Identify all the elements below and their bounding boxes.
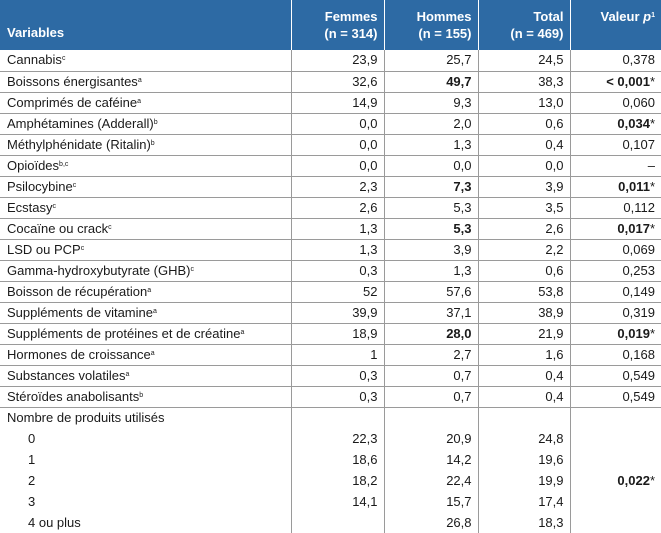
cell-pvalue: 0,017* bbox=[570, 218, 661, 239]
cell-total: 2,6 bbox=[478, 218, 570, 239]
table-row bbox=[0, 92, 661, 113]
cell-variable: Nombre de produits utilisés bbox=[7, 409, 165, 425]
cell-hommes: 15,7 bbox=[384, 491, 478, 512]
cell-hommes: 2,0 bbox=[384, 113, 478, 134]
cell-empty bbox=[478, 407, 570, 428]
cell-variable: 2 bbox=[28, 472, 36, 488]
cell-hommes: 37,1 bbox=[384, 302, 478, 323]
table-row bbox=[0, 50, 661, 71]
cell-variable: LSD ou PCP$^c$ bbox=[0, 239, 291, 260]
cell-pvalue: < 0,001* bbox=[570, 71, 661, 92]
table-row bbox=[0, 449, 661, 470]
cell-variable: Substances volatiles$^a$ bbox=[0, 365, 291, 386]
cell-total: 0,4 bbox=[478, 134, 570, 155]
cell-hommes: 28,0 bbox=[384, 323, 478, 344]
cell-femmes: 0,3 bbox=[291, 260, 384, 281]
cell-hommes: 5,3 bbox=[384, 218, 478, 239]
cell-variable: Comprimés de caféine$^a$ bbox=[0, 92, 291, 113]
cell-femmes: 1 bbox=[291, 344, 384, 365]
cell-empty bbox=[291, 407, 384, 428]
cell-femmes: 18,6 bbox=[291, 449, 384, 470]
cell-total: 13,0 bbox=[478, 92, 570, 113]
cell-femmes: 0,0 bbox=[291, 113, 384, 134]
cell-pvalue bbox=[570, 449, 661, 470]
cell-pvalue bbox=[570, 512, 661, 533]
cell-hommes: 0,7 bbox=[384, 365, 478, 386]
cell-total: 0,4 bbox=[478, 365, 570, 386]
cell-hommes: 0,7 bbox=[384, 386, 478, 407]
table-row bbox=[0, 239, 661, 260]
table-row bbox=[0, 512, 661, 533]
cell-total: 0,6 bbox=[478, 260, 570, 281]
table-row bbox=[0, 113, 661, 134]
header-femmes: Femmes (n = 314) bbox=[291, 0, 384, 50]
cell-variable: Ecstasy$^c$ bbox=[0, 197, 291, 218]
cell-femmes: 18,2 bbox=[291, 470, 384, 491]
table-row bbox=[0, 260, 661, 281]
cell-pvalue: 0,034* bbox=[570, 113, 661, 134]
table-row bbox=[0, 71, 661, 92]
cell-hommes: 7,3 bbox=[384, 176, 478, 197]
cell-variable: Cocaïne ou crack$^c$ bbox=[0, 218, 291, 239]
cell-hommes: 9,3 bbox=[384, 92, 478, 113]
cell-pvalue: 0,069 bbox=[570, 239, 661, 260]
cell-femmes: 1,3 bbox=[291, 239, 384, 260]
cell-hommes: 20,9 bbox=[384, 428, 478, 449]
header-pvalue: Valeur $p^1$ bbox=[570, 0, 661, 50]
cell-variable: Boisson de récupération$^a$ bbox=[0, 281, 291, 302]
cell-variable: Suppléments de vitamine$^a$ bbox=[0, 302, 291, 323]
table-row bbox=[0, 365, 661, 386]
cell-total: 17,4 bbox=[478, 491, 570, 512]
cell-total: 2,2 bbox=[478, 239, 570, 260]
cell-hommes: 25,7 bbox=[384, 50, 478, 71]
cell-hommes: 2,7 bbox=[384, 344, 478, 365]
cell-total: 19,6 bbox=[478, 449, 570, 470]
cell-variable: 3 bbox=[28, 493, 36, 509]
cell-pvalue: 0,022* bbox=[570, 470, 661, 491]
cell-pvalue bbox=[570, 428, 661, 449]
cell-pvalue bbox=[570, 491, 661, 512]
cell-femmes: 18,9 bbox=[291, 323, 384, 344]
cell-hommes: 1,3 bbox=[384, 134, 478, 155]
cell-femmes: 0,3 bbox=[291, 386, 384, 407]
cell-empty bbox=[570, 407, 661, 428]
table-row bbox=[0, 134, 661, 155]
cell-pvalue: 0,019* bbox=[570, 323, 661, 344]
cell-total: 24,8 bbox=[478, 428, 570, 449]
cell-pvalue: 0,112 bbox=[570, 197, 661, 218]
cell-total: 21,9 bbox=[478, 323, 570, 344]
cell-pvalue: 0,549 bbox=[570, 365, 661, 386]
cell-total: 0,4 bbox=[478, 386, 570, 407]
table-row bbox=[0, 176, 661, 197]
cell-femmes: 14,9 bbox=[291, 92, 384, 113]
cell-femmes: 2,3 bbox=[291, 176, 384, 197]
cell-femmes: 32,6 bbox=[291, 71, 384, 92]
table-row bbox=[0, 197, 661, 218]
cell-total: 1,6 bbox=[478, 344, 570, 365]
table-row bbox=[0, 323, 661, 344]
cell-hommes: 5,3 bbox=[384, 197, 478, 218]
cell-femmes: 22,3 bbox=[291, 428, 384, 449]
cell-variable: 1 bbox=[28, 451, 36, 467]
cell-variable: Stéroïdes anabolisants$^b$ bbox=[0, 386, 291, 407]
cell-pvalue: 0,149 bbox=[570, 281, 661, 302]
cell-pvalue: – bbox=[570, 155, 661, 176]
cell-variable: Amphétamines (Adderall)$^b$ bbox=[0, 113, 291, 134]
cell-pvalue: 0,549 bbox=[570, 386, 661, 407]
cell-variable: Boissons énergisantes$^a$ bbox=[0, 71, 291, 92]
table-header bbox=[0, 0, 661, 50]
table-row bbox=[0, 344, 661, 365]
group-header-row bbox=[0, 407, 661, 428]
cell-hommes: 0,0 bbox=[384, 155, 478, 176]
cell-femmes: 39,9 bbox=[291, 302, 384, 323]
cell-total: 18,3 bbox=[478, 512, 570, 533]
cell-variable: Psilocybine$^c$ bbox=[0, 176, 291, 197]
cell-hommes: 26,8 bbox=[384, 512, 478, 533]
table-body bbox=[0, 50, 661, 533]
cell-femmes: 2,6 bbox=[291, 197, 384, 218]
table-row bbox=[0, 218, 661, 239]
cell-femmes: 1,3 bbox=[291, 218, 384, 239]
cell-total: 38,9 bbox=[478, 302, 570, 323]
cell-hommes: 49,7 bbox=[384, 71, 478, 92]
cell-total: 3,9 bbox=[478, 176, 570, 197]
cell-femmes: 0,0 bbox=[291, 134, 384, 155]
cell-total: 38,3 bbox=[478, 71, 570, 92]
cell-total: 0,6 bbox=[478, 113, 570, 134]
cell-hommes: 3,9 bbox=[384, 239, 478, 260]
cell-femmes: 23,9 bbox=[291, 50, 384, 71]
cell-variable: Méthylphénidate (Ritalin)$^b$ bbox=[0, 134, 291, 155]
table-row bbox=[0, 386, 661, 407]
cell-pvalue: 0,168 bbox=[570, 344, 661, 365]
cell-pvalue: 0,378 bbox=[570, 50, 661, 71]
cell-pvalue: 0,107 bbox=[570, 134, 661, 155]
cell-pvalue: 0,319 bbox=[570, 302, 661, 323]
header-hommes: Hommes (n = 155) bbox=[384, 0, 478, 50]
cell-hommes: 57,6 bbox=[384, 281, 478, 302]
header-total: Total (n = 469) bbox=[478, 0, 570, 50]
cell-femmes: 0,0 bbox=[291, 155, 384, 176]
cell-variable: Opioïdes$^{b,c}$ bbox=[0, 155, 291, 176]
cell-variable: Hormones de croissance$^a$ bbox=[0, 344, 291, 365]
cell-total: 53,8 bbox=[478, 281, 570, 302]
table-row bbox=[0, 281, 661, 302]
cell-hommes: 22,4 bbox=[384, 470, 478, 491]
cell-femmes: 52 bbox=[291, 281, 384, 302]
cell-total: 3,5 bbox=[478, 197, 570, 218]
cell-variable: Suppléments de protéines et de créatine$^a$ bbox=[0, 323, 291, 344]
table-row bbox=[0, 428, 661, 449]
table-row bbox=[0, 491, 661, 512]
cell-femmes: 14,1 bbox=[291, 491, 384, 512]
table-row bbox=[0, 470, 661, 491]
table-row bbox=[0, 155, 661, 176]
cell-variable: Cannabis$^c$ bbox=[0, 50, 291, 71]
cell-empty bbox=[384, 407, 478, 428]
cell-variable: 4 ou plus bbox=[28, 514, 81, 530]
cell-pvalue: 0,011* bbox=[570, 176, 661, 197]
cell-pvalue: 0,060 bbox=[570, 92, 661, 113]
cell-total: 19,9 bbox=[478, 470, 570, 491]
cell-total: 24,5 bbox=[478, 50, 570, 71]
cell-pvalue: 0,253 bbox=[570, 260, 661, 281]
cell-variable: 0 bbox=[28, 430, 36, 446]
table-row bbox=[0, 302, 661, 323]
header-variables: Variables bbox=[7, 25, 65, 40]
cell-femmes: 0,3 bbox=[291, 365, 384, 386]
cell-hommes: 1,3 bbox=[384, 260, 478, 281]
cell-variable: Gamma-hydroxybutyrate (GHB)$^c$ bbox=[0, 260, 291, 281]
cell-total: 0,0 bbox=[478, 155, 570, 176]
cell-femmes bbox=[291, 512, 384, 533]
cell-hommes: 14,2 bbox=[384, 449, 478, 470]
